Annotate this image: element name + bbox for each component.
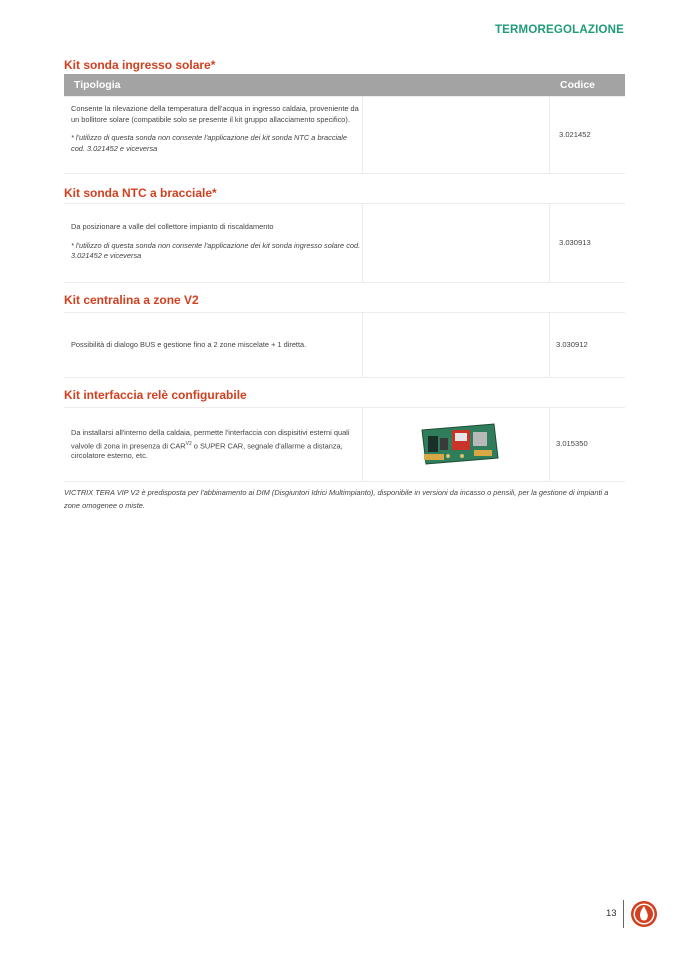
relay-board-image (418, 420, 500, 468)
row-description (71, 222, 361, 262)
section-title-kit-sonda-ingresso-solare: Kit sonda ingresso solare* (64, 58, 216, 72)
table-row (64, 407, 625, 482)
page-divider (623, 900, 624, 928)
product-code: 3.015350 (556, 439, 588, 448)
description-superscript: V2 (185, 440, 192, 447)
description-text: Da installarsi all'interno della caldaia, permette l'interfaccia con dispisitivi esterni quali valvole di zona in presenza di CAR (71, 428, 350, 450)
product-code: 3.030913 (559, 238, 591, 247)
description-text-continued: o SUPER CAR, segnale d'allarme a distanza, circolatore esterno, etc. (71, 440, 343, 461)
section-title-kit-interfaccia-rele: Kit interfaccia relè configurabile (64, 388, 247, 402)
section-title-kit-centralina-zone-v2: Kit centralina a zone V2 (64, 293, 199, 307)
page-number: 13 (606, 908, 617, 919)
section-tag: TERMOREGOLAZIONE (494, 24, 624, 36)
flame-logo-icon (630, 900, 658, 928)
table-header (64, 74, 625, 96)
description-text: Consente la rilevazione della temperatura dell'acqua in ingresso caldaia, proveniente da un bollitore solare (compatibile solo se presente il kit gruppo allacciamento specifico). (71, 104, 359, 124)
table-row (64, 203, 625, 283)
table-row (64, 96, 625, 174)
description-text: Possibilità di dialogo BUS e gestione fino a 2 zone miscelate + 1 diretta. (71, 340, 307, 349)
product-code: 3.030912 (556, 340, 588, 349)
description-note: * l'utilizzo di questa sonda non consente l'applicazione dei kit sonda ingresso solare cod. 3.021452 e viceversa (71, 240, 361, 260)
column-header-tipologia: Tipologia (74, 79, 121, 91)
footnote: VICTRIX TERA VIP V2 è predisposta per l'abbinamento ai DIM (Disgiuntori Idrici Multimpianto), disponibile in versioni da incasso o pensili, per la gestione di impianti a zone omogenee o miste. (64, 488, 609, 510)
section-title-kit-sonda-ntc-bracciale: Kit sonda NTC a bracciale* (64, 186, 217, 200)
table-row (64, 312, 625, 378)
row-description (71, 104, 361, 154)
description-note: * l'utilizzo di questa sonda non consente l'applicazione dei kit sonda NTC a bracciale cod. 3.021452 e viceversa (71, 133, 348, 153)
row-description (71, 428, 361, 462)
product-code: 3.021452 (559, 130, 591, 139)
column-header-codice: Codice (560, 79, 596, 91)
row-description (71, 340, 361, 351)
description-text: Da posizionare a valle del collettore impianto di riscaldamento (71, 222, 274, 231)
